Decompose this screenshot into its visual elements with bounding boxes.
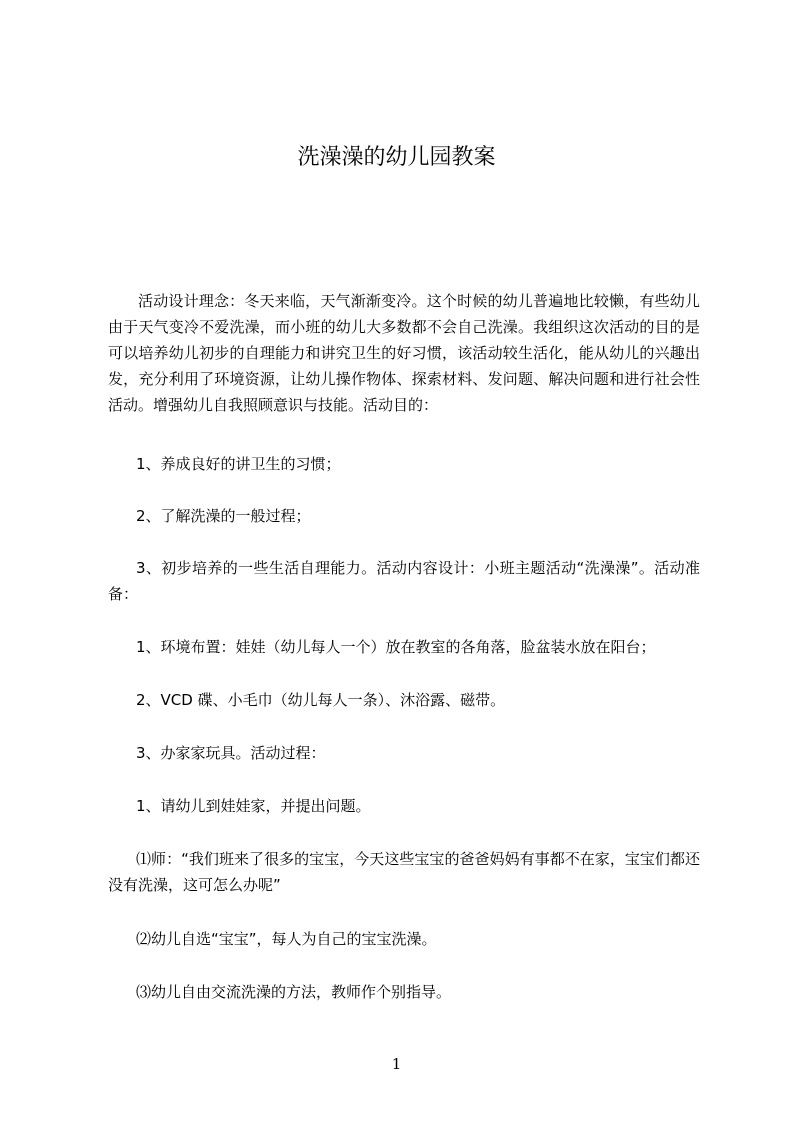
document-title: 洗澡澡的幼儿园教案 xyxy=(297,145,496,170)
intro-paragraph: 活动设计理念：冬天来临，天气渐渐变冷。这个时候的幼儿普遍地比较懒，有些幼儿由于天气变冷不爱洗澡，而小班的幼儿大多数都不会自己洗澡。我组织这次活动的目的是可以培养幼儿初步的自理能力和讲究卫生的好习惯，该活动较生活化，能从幼儿的兴趣出发，充分利用了环境资源，让幼儿操作物体、探索材料、发问题、解决问题和进行社会性活动。增强幼儿自我照顾意识与技能。活动目的： xyxy=(108,292,700,414)
paragraph-goal-2: 2、了解洗澡的一般过程； xyxy=(136,507,311,525)
paragraph-process-1-1: ⑴师：“我们班来了很多的宝宝，今天这些宝宝的爸爸妈妈有事都不在家，宝宝们都还没有洗澡，这可怎么办呢” xyxy=(108,850,700,894)
paragraph-process-1-3: ⑶幼儿自由交流洗澡的方法，教师作个别指导。 xyxy=(136,983,452,1001)
paragraph-goal-3: 3、初步培养的一些生活自理能力。活动内容设计：小班主题活动“洗澡澡”。活动准备： xyxy=(108,559,700,603)
paragraph-prep-3: 3、办家家玩具。活动过程： xyxy=(136,744,326,762)
paragraph-process-1: 1、请幼儿到娃娃家，并提出问题。 xyxy=(136,797,371,815)
paragraph-prep-2: 2、VCD 碟、小毛巾（幼儿每人一条）、沐浴露、磁带。 xyxy=(136,691,506,709)
paragraph-goal-1: 1、养成良好的讲卫生的习惯； xyxy=(136,455,341,473)
paragraph-prep-1: 1、环境布置：娃娃（幼儿每人一个）放在教室的各角落，脸盆装水放在阳台； xyxy=(136,638,656,656)
paragraph-process-1-2: ⑵幼儿自选“宝宝”，每人为自己的宝宝洗澡。 xyxy=(136,930,437,948)
page-number: 1 xyxy=(391,1055,402,1073)
